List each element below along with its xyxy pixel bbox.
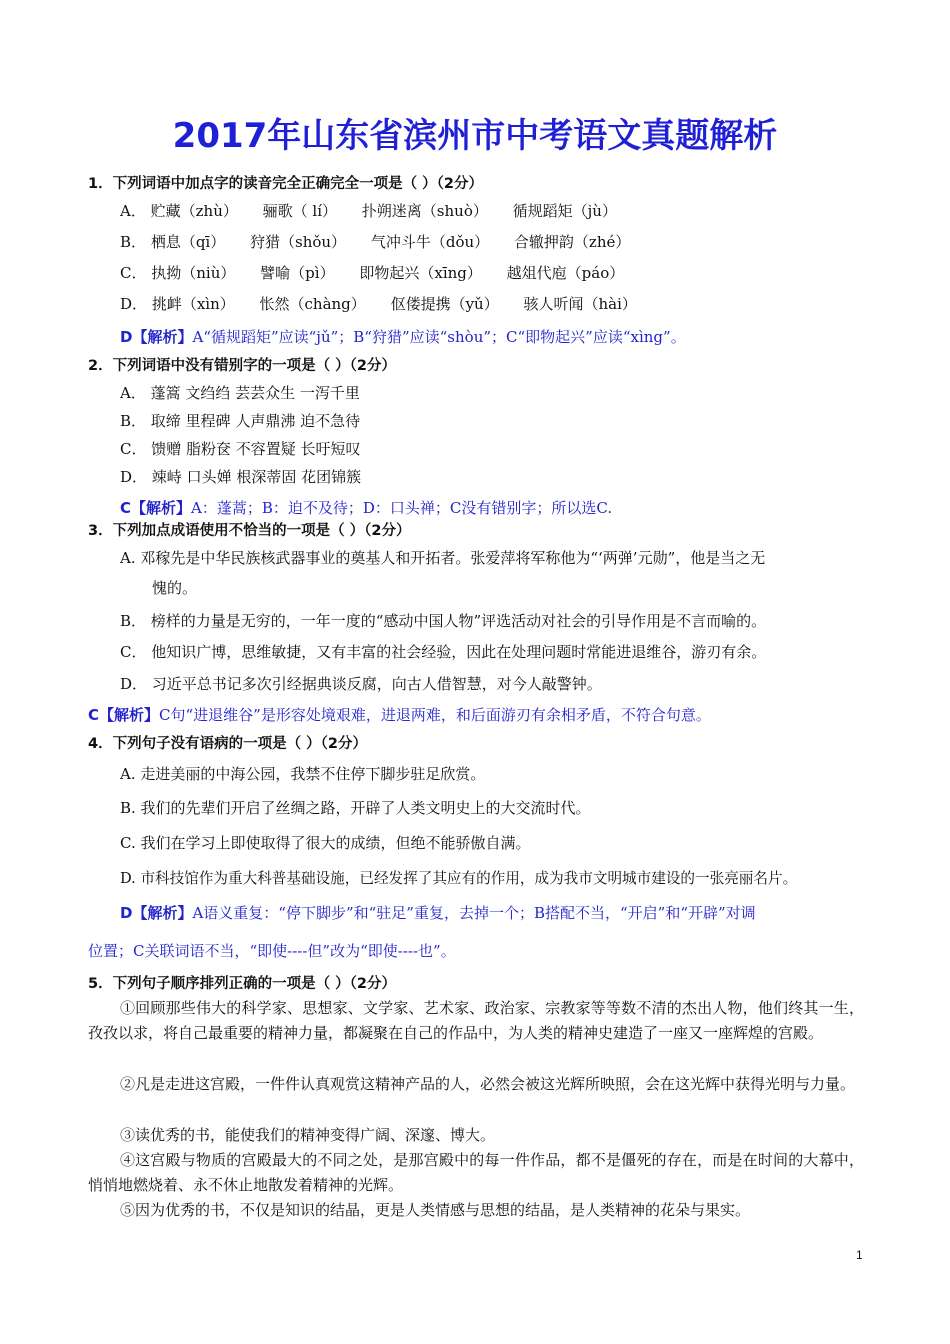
option-word: 气冲斗牛（dǒu） [370,233,490,251]
question-1-option-c [120,262,644,283]
question-2-option-b: B． 取缔 里程碑 人声鼎沸 迫不急待 [120,412,361,430]
option-word: 执拗（niù） [151,264,236,282]
question-3-option-c: C． 他知识广博，思维敏捷，又有丰富的社会经验，因此在处理问题时常能进退维谷，游刃有余。 [120,643,767,661]
question-2-stem: 2．下列词语中没有错别字的一项是（ ）（2分） [88,358,396,374]
option-word: 狩猎（shǒu） [250,233,347,251]
option-word: 骊歌（ lí） [262,202,338,220]
question-3-option-b: B． 榜样的力量是无穷的，一年一度的“感动中国人物”评选活动对社会的引导作用是不言而喻的。 [120,612,767,630]
answer-tag: D【解析】 [120,904,193,922]
question-4-option-d: D. 市科技馆作为重大科普基础设施，已经发挥了其应有的作用，成为我市文明城市建设的一张亮丽名片。 [120,870,798,887]
option-word: 栖息（qī） [150,233,226,251]
option-label: D． [120,295,148,313]
option-word: 挑衅（xìn） [151,295,235,313]
passage-paragraph-4: ④这宫殿与物质的宫殿最大的不同之处，是那宫殿中的每一件作品，都不是僵死的存在，而是在时间的大幕中，悄悄地燃烧着、永不休止地散发着精神的光辉。 [88,1151,864,1194]
question-2-option-a: A． 蓬篙 文绉绉 芸芸众生 一泻千里 [120,384,360,402]
page-title: 2017年山东省滨州市中考语文真题解析 [172,116,778,156]
option-word: 怅然（chàng） [259,295,366,313]
option-word: 合辙押韵（zhé） [513,233,631,251]
option-label: B． [120,233,147,251]
question-2-option-c: C． 馈赠 脂粉奁 不容置疑 长吁短叹 [120,440,361,458]
option-word: 伛偻提携（yǔ） [390,295,499,313]
question-4-stem: 4．下列句子没有语病的一项是（ ）（2分） [88,736,367,752]
question-1-option-d [120,293,657,314]
option-word: 譬喻（pì） [260,264,335,282]
question-1-answer [120,326,686,347]
question-4-answer-cont: 位置；C关联词语不当，“即使----但”改为“即使----也”。 [88,942,456,960]
question-1-stem: 1．下列词语中加点字的读音完全正确完全一项是（ ）（2分） [88,176,483,192]
page-number: 1 [856,1248,863,1262]
answer-text: A：蓬蒿；B：迫不及待；D：口头禅；C没有错别字；所以选C. [191,499,613,517]
answer-tag: C【解析】 [120,499,192,517]
question-3-option-a-cont: 愧的。 [152,579,198,597]
passage-paragraph-5: ⑤因为优秀的书，不仅是知识的结晶，更是人类情感与思想的结晶，是人类精神的花朵与果实。 [120,1201,751,1219]
option-label: C． [120,264,147,282]
passage-paragraph-2: ②凡是走进这宫殿，一件件认真观赏这精神产品的人，必然会被这光辉所映照，会在这光辉中获得光明与力量。 [120,1075,856,1093]
option-word: 骇人听闻（hài） [523,295,637,313]
question-1-option-b [120,231,650,252]
question-3-answer [88,704,711,725]
question-5-stem: 5．下列句子顺序排列正确的一项是（ ）（2分） [88,976,396,992]
option-label: A． [120,202,146,220]
option-word: 即物起兴（xīng） [359,264,482,282]
passage-paragraph-3: ③读优秀的书，能使我们的精神变得广阔、深邃、博大。 [120,1126,496,1144]
option-word: 循规蹈矩（jù） [512,202,617,220]
answer-tag: C【解析】 [88,706,160,724]
question-2-answer [120,497,612,518]
answer-text: C句“进退维谷”是形容处境艰难，进退两难，和后面游刃有余相矛盾，不符合句意。 [159,706,711,724]
question-3-stem: 3．下列加点成语使用不恰当的一项是（ ）（2分） [88,523,411,539]
question-4-option-b: B. 我们的先辈们开启了丝绸之路，开辟了人类文明史上的大交流时代。 [120,799,591,817]
question-4-option-c: C. 我们在学习上即使取得了很大的成绩，但绝不能骄傲自满。 [120,834,531,852]
question-4-answer [120,902,756,923]
question-4-option-a: A. 走进美丽的中海公园，我禁不住停下脚步驻足欣赏。 [120,765,486,783]
question-2-option-d: D． 竦峙 口头婵 根深蒂固 花团锦簇 [120,468,362,486]
option-word: 扑朔迷离（shuò） [361,202,488,220]
answer-text: A语义重复：“停下脚步”和“驻足”重复，去掉一个；B搭配不当，“开启”和“开辟”对调 [192,904,756,922]
passage-paragraph-1: ①回顾那些伟大的科学家、思想家、文学家、艺术家、政治家、宗教家等等数不清的杰出人物，他们终其一生，孜孜以求，将自己最重要的精神力量，都凝聚在自己的作品中，为人类的精神史建造了一座又一座辉煌的宫殿。 [88,999,864,1042]
option-word: 越俎代庖（páo） [506,264,625,282]
question-3-option-d: D． 习近平总书记多次引经据典谈反腐，向古人借智慧，对今人敲警钟。 [120,675,602,693]
question-3-option-a: A. 邓稼先是中华民族核武器事业的奠基人和开拓者。张爱萍将军称他为“‘两弹’元勋”，他是当之无 [120,549,766,567]
option-word: 贮藏（zhù） [150,202,238,220]
answer-text: A“循规蹈矩”应读“jǔ”；B“狩猎”应读“shòu”；C“即物起兴”应读“xìng”。 [192,328,686,346]
answer-tag: D【解析】 [120,328,193,346]
question-1-option-a [120,200,637,221]
